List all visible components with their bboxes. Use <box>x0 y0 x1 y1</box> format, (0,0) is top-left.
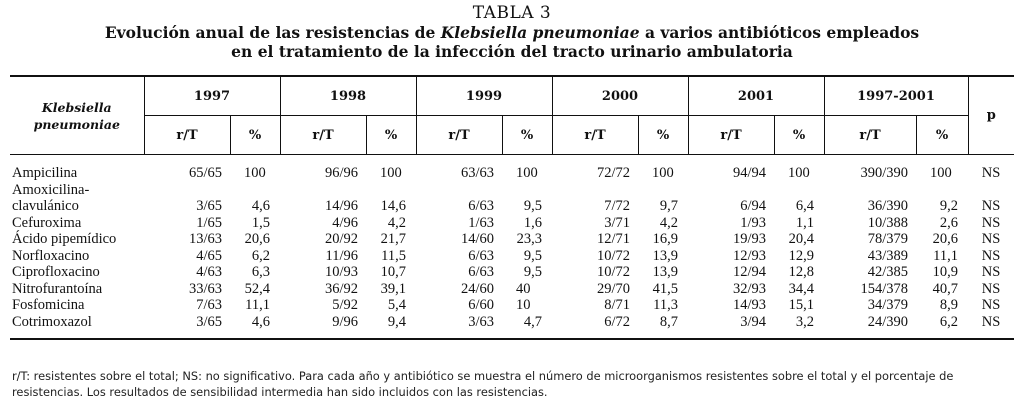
rt-value: 6/63 <box>468 198 494 214</box>
rt-value: 3/63 <box>468 313 494 330</box>
table-row <box>10 182 1014 199</box>
year-header: 1997 <box>144 77 280 116</box>
p-value: NS <box>981 313 1001 330</box>
rt-subheader: r/T <box>416 116 502 155</box>
percent-value: 3,2 <box>795 313 814 330</box>
percent-value: 100 <box>244 165 266 181</box>
percent-value: 9,5 <box>523 264 542 280</box>
rt-value: 12/93 <box>732 247 766 264</box>
percent-value: 8,7 <box>659 313 678 330</box>
title-line2: en el tratamiento de la infección del tracto urinario ambulatoria <box>231 42 793 61</box>
p-value: NS <box>981 280 1001 297</box>
rt-value: 72/72 <box>596 165 630 181</box>
percent-value: 10,9 <box>932 264 959 280</box>
rt-value: 6/94 <box>740 198 766 214</box>
title-organism: Klebsiella pneumoniae <box>440 23 640 42</box>
rt-value: 14/93 <box>732 297 766 313</box>
rt-value: 154/378 <box>860 280 908 297</box>
percent-value: 10 <box>516 297 531 313</box>
rt-value: 20/92 <box>324 231 358 247</box>
percent-value: 6,2 <box>939 313 959 330</box>
percent-value: 4,6 <box>251 313 270 330</box>
resistance-table-wrap <box>10 75 1014 340</box>
percent-value: 11,3 <box>653 297 678 313</box>
rt-value: 12/71 <box>596 231 630 247</box>
year-header: 1997-2001 <box>824 77 968 116</box>
rt-value: 10/93 <box>324 264 358 280</box>
rt-value: 3/65 <box>196 313 222 330</box>
antibiotic-name: Ácido pipemídico <box>12 231 117 247</box>
rt-value: 1/65 <box>196 214 222 231</box>
antibiotic-name: Ciprofloxacino <box>12 264 100 280</box>
rt-value: 6/63 <box>468 264 494 280</box>
percent-value: 10,7 <box>380 264 406 280</box>
percent-value: 11,1 <box>933 247 959 264</box>
rt-subheader: r/T <box>144 116 230 155</box>
percent-value: 6,4 <box>795 198 814 214</box>
percent-value: 20,6 <box>932 231 959 247</box>
percent-value: 100 <box>380 165 402 181</box>
rt-value: 63/63 <box>460 165 494 181</box>
table-label: TABLA 3 <box>472 3 552 23</box>
percent-value: 12,8 <box>788 264 814 280</box>
table-row <box>10 297 1014 314</box>
percent-value: 34,4 <box>788 280 814 297</box>
year-header: 2000 <box>552 77 688 116</box>
rt-value: 34/379 <box>867 297 908 313</box>
antibiotic-name: Norfloxacino <box>12 247 90 264</box>
percent-subheader: % <box>230 116 280 155</box>
rt-value: 36/92 <box>324 280 358 297</box>
table-title <box>0 23 1024 61</box>
p-value: NS <box>981 247 1001 264</box>
percent-value: 9,4 <box>387 313 406 330</box>
percent-value: 6,2 <box>251 247 270 264</box>
percent-value: 16,9 <box>652 231 678 247</box>
percent-value: 4,6 <box>251 198 270 214</box>
rt-value: 10/72 <box>596 264 630 280</box>
p-value: NS <box>981 264 1001 280</box>
antibiotic-name-cont: clavulánico <box>12 198 79 214</box>
percent-value: 1,5 <box>251 214 270 231</box>
rt-value: 3/65 <box>196 198 222 214</box>
rt-value: 1/63 <box>468 214 494 231</box>
percent-value: 4,2 <box>387 214 406 231</box>
p-value: NS <box>981 214 1001 231</box>
percent-value: 8,9 <box>939 297 959 313</box>
percent-value: 13,9 <box>652 264 678 280</box>
percent-subheader: % <box>502 116 552 155</box>
percent-subheader: % <box>916 116 968 155</box>
percent-value: 100 <box>930 165 952 181</box>
percent-value: 21,7 <box>380 231 406 247</box>
rt-value: 9/96 <box>332 313 358 330</box>
percent-subheader: % <box>366 116 416 155</box>
table-row <box>10 281 1014 298</box>
rt-value: 10/72 <box>596 247 630 264</box>
rt-value: 4/65 <box>196 247 222 264</box>
percent-value: 23,3 <box>516 231 542 247</box>
percent-value: 100 <box>788 165 810 181</box>
table-footnote: r/T: resistentes sobre el total; NS: no significativo. Para cada año y antibiótico se muestra el número de microorganismos resistentes sobre el total y el porcentaje de resistencias. Los resultados de sensibilidad intermedia han sido incluidos con las resistencias. <box>12 369 954 399</box>
rt-value: 14/96 <box>324 198 358 214</box>
table-row <box>10 155 1014 182</box>
percent-value: 15,1 <box>788 297 814 313</box>
p-value: NS <box>981 198 1001 214</box>
rt-value: 1/93 <box>740 214 766 231</box>
table-row <box>10 231 1014 248</box>
table-row <box>10 264 1014 281</box>
rt-value: 3/94 <box>740 313 766 330</box>
rt-value: 6/60 <box>468 297 494 313</box>
rt-value: 96/96 <box>324 165 358 181</box>
percent-value: 1,1 <box>795 214 814 231</box>
rt-value: 7/72 <box>604 198 630 214</box>
percent-value: 11,1 <box>245 297 270 313</box>
rt-value: 24/390 <box>867 313 908 330</box>
organism-line2: pneumoniae <box>33 116 120 132</box>
antibiotic-name: Cefuroxima <box>12 214 82 231</box>
table-header <box>10 77 1014 155</box>
rt-value: 19/93 <box>732 231 766 247</box>
percent-value: 39,1 <box>380 280 406 297</box>
rt-value: 43/389 <box>867 247 908 264</box>
title-line1-post: a varios antibióticos empleados <box>639 23 920 42</box>
percent-value: 100 <box>652 165 674 181</box>
percent-value: 6,3 <box>251 264 270 280</box>
rt-value: 14/60 <box>460 231 494 247</box>
year-header: 2001 <box>688 77 824 116</box>
rt-subheader: r/T <box>552 116 638 155</box>
percent-subheader: % <box>638 116 688 155</box>
table-row <box>10 248 1014 265</box>
percent-value: 41,5 <box>652 280 678 297</box>
rt-value: 36/390 <box>867 198 908 214</box>
rt-value: 6/72 <box>604 313 630 330</box>
rt-subheader: r/T <box>824 116 916 155</box>
percent-subheader: % <box>774 116 824 155</box>
table-row <box>10 215 1014 232</box>
rt-value: 11/96 <box>325 247 358 264</box>
rt-value: 12/94 <box>732 264 766 280</box>
organism-header <box>10 77 144 155</box>
rt-value: 94/94 <box>732 165 766 181</box>
rt-subheader: r/T <box>688 116 774 155</box>
p-value: NS <box>981 165 1001 181</box>
percent-value: 52,4 <box>244 280 270 297</box>
rt-value: 5/92 <box>332 297 358 313</box>
antibiotic-name: Cotrimoxazol <box>12 313 92 330</box>
percent-value: 4,2 <box>659 214 678 231</box>
percent-value: 9,5 <box>523 247 542 264</box>
resistance-table <box>10 77 1014 338</box>
p-header: p <box>968 77 1014 155</box>
rt-value: 10/388 <box>867 214 908 231</box>
percent-value: 14,6 <box>380 198 406 214</box>
rt-value: 29/70 <box>596 280 630 297</box>
row-spacer <box>144 182 1014 199</box>
year-header: 1998 <box>280 77 416 116</box>
rt-value: 3/71 <box>604 214 630 231</box>
table-body <box>10 155 1014 339</box>
table-row <box>10 314 1014 339</box>
rt-value: 7/63 <box>196 297 222 313</box>
rt-subheader: r/T <box>280 116 366 155</box>
percent-value: 20,6 <box>244 231 270 247</box>
percent-value: 12,9 <box>788 247 814 264</box>
rt-value: 78/379 <box>867 231 908 247</box>
p-value: NS <box>981 297 1001 313</box>
bottom-rule <box>10 338 1014 340</box>
rt-value: 32/93 <box>732 280 766 297</box>
percent-value: 9,7 <box>659 198 678 214</box>
percent-value: 9,2 <box>939 198 959 214</box>
percent-value: 100 <box>516 165 538 181</box>
percent-value: 20,4 <box>788 231 814 247</box>
percent-value: 13,9 <box>652 247 678 264</box>
percent-value: 1,6 <box>523 214 542 231</box>
antibiotic-name: Fosfomicina <box>12 297 85 313</box>
percent-value: 9,5 <box>523 198 542 214</box>
rt-value: 8/71 <box>604 297 630 313</box>
rt-value: 4/63 <box>196 264 222 280</box>
title-line1-pre: Evolución anual de las resistencias de <box>104 23 441 42</box>
rt-value: 33/63 <box>188 280 222 297</box>
percent-value: 40 <box>516 280 531 297</box>
percent-value: 4,7 <box>523 313 542 330</box>
percent-value: 2,6 <box>939 214 959 231</box>
rt-value: 390/390 <box>860 165 908 181</box>
antibiotic-name: Nitrofurantoína <box>12 280 103 297</box>
percent-value: 5,4 <box>387 297 406 313</box>
rt-value: 13/63 <box>188 231 222 247</box>
rt-value: 6/63 <box>468 247 494 264</box>
percent-value: 40,7 <box>932 280 959 297</box>
rt-value: 65/65 <box>188 165 222 181</box>
rt-value: 4/96 <box>332 214 358 231</box>
organism-line1: Klebsiella <box>41 99 112 115</box>
rt-value: 24/60 <box>460 280 494 297</box>
antibiotic-name: Ampicilina <box>12 165 78 181</box>
antibiotic-name: Amoxicilina- <box>12 181 90 198</box>
table-row <box>10 198 1014 215</box>
rt-value: 42/385 <box>867 264 908 280</box>
year-header: 1999 <box>416 77 552 116</box>
p-value: NS <box>981 231 1001 247</box>
percent-value: 11,5 <box>381 247 406 264</box>
